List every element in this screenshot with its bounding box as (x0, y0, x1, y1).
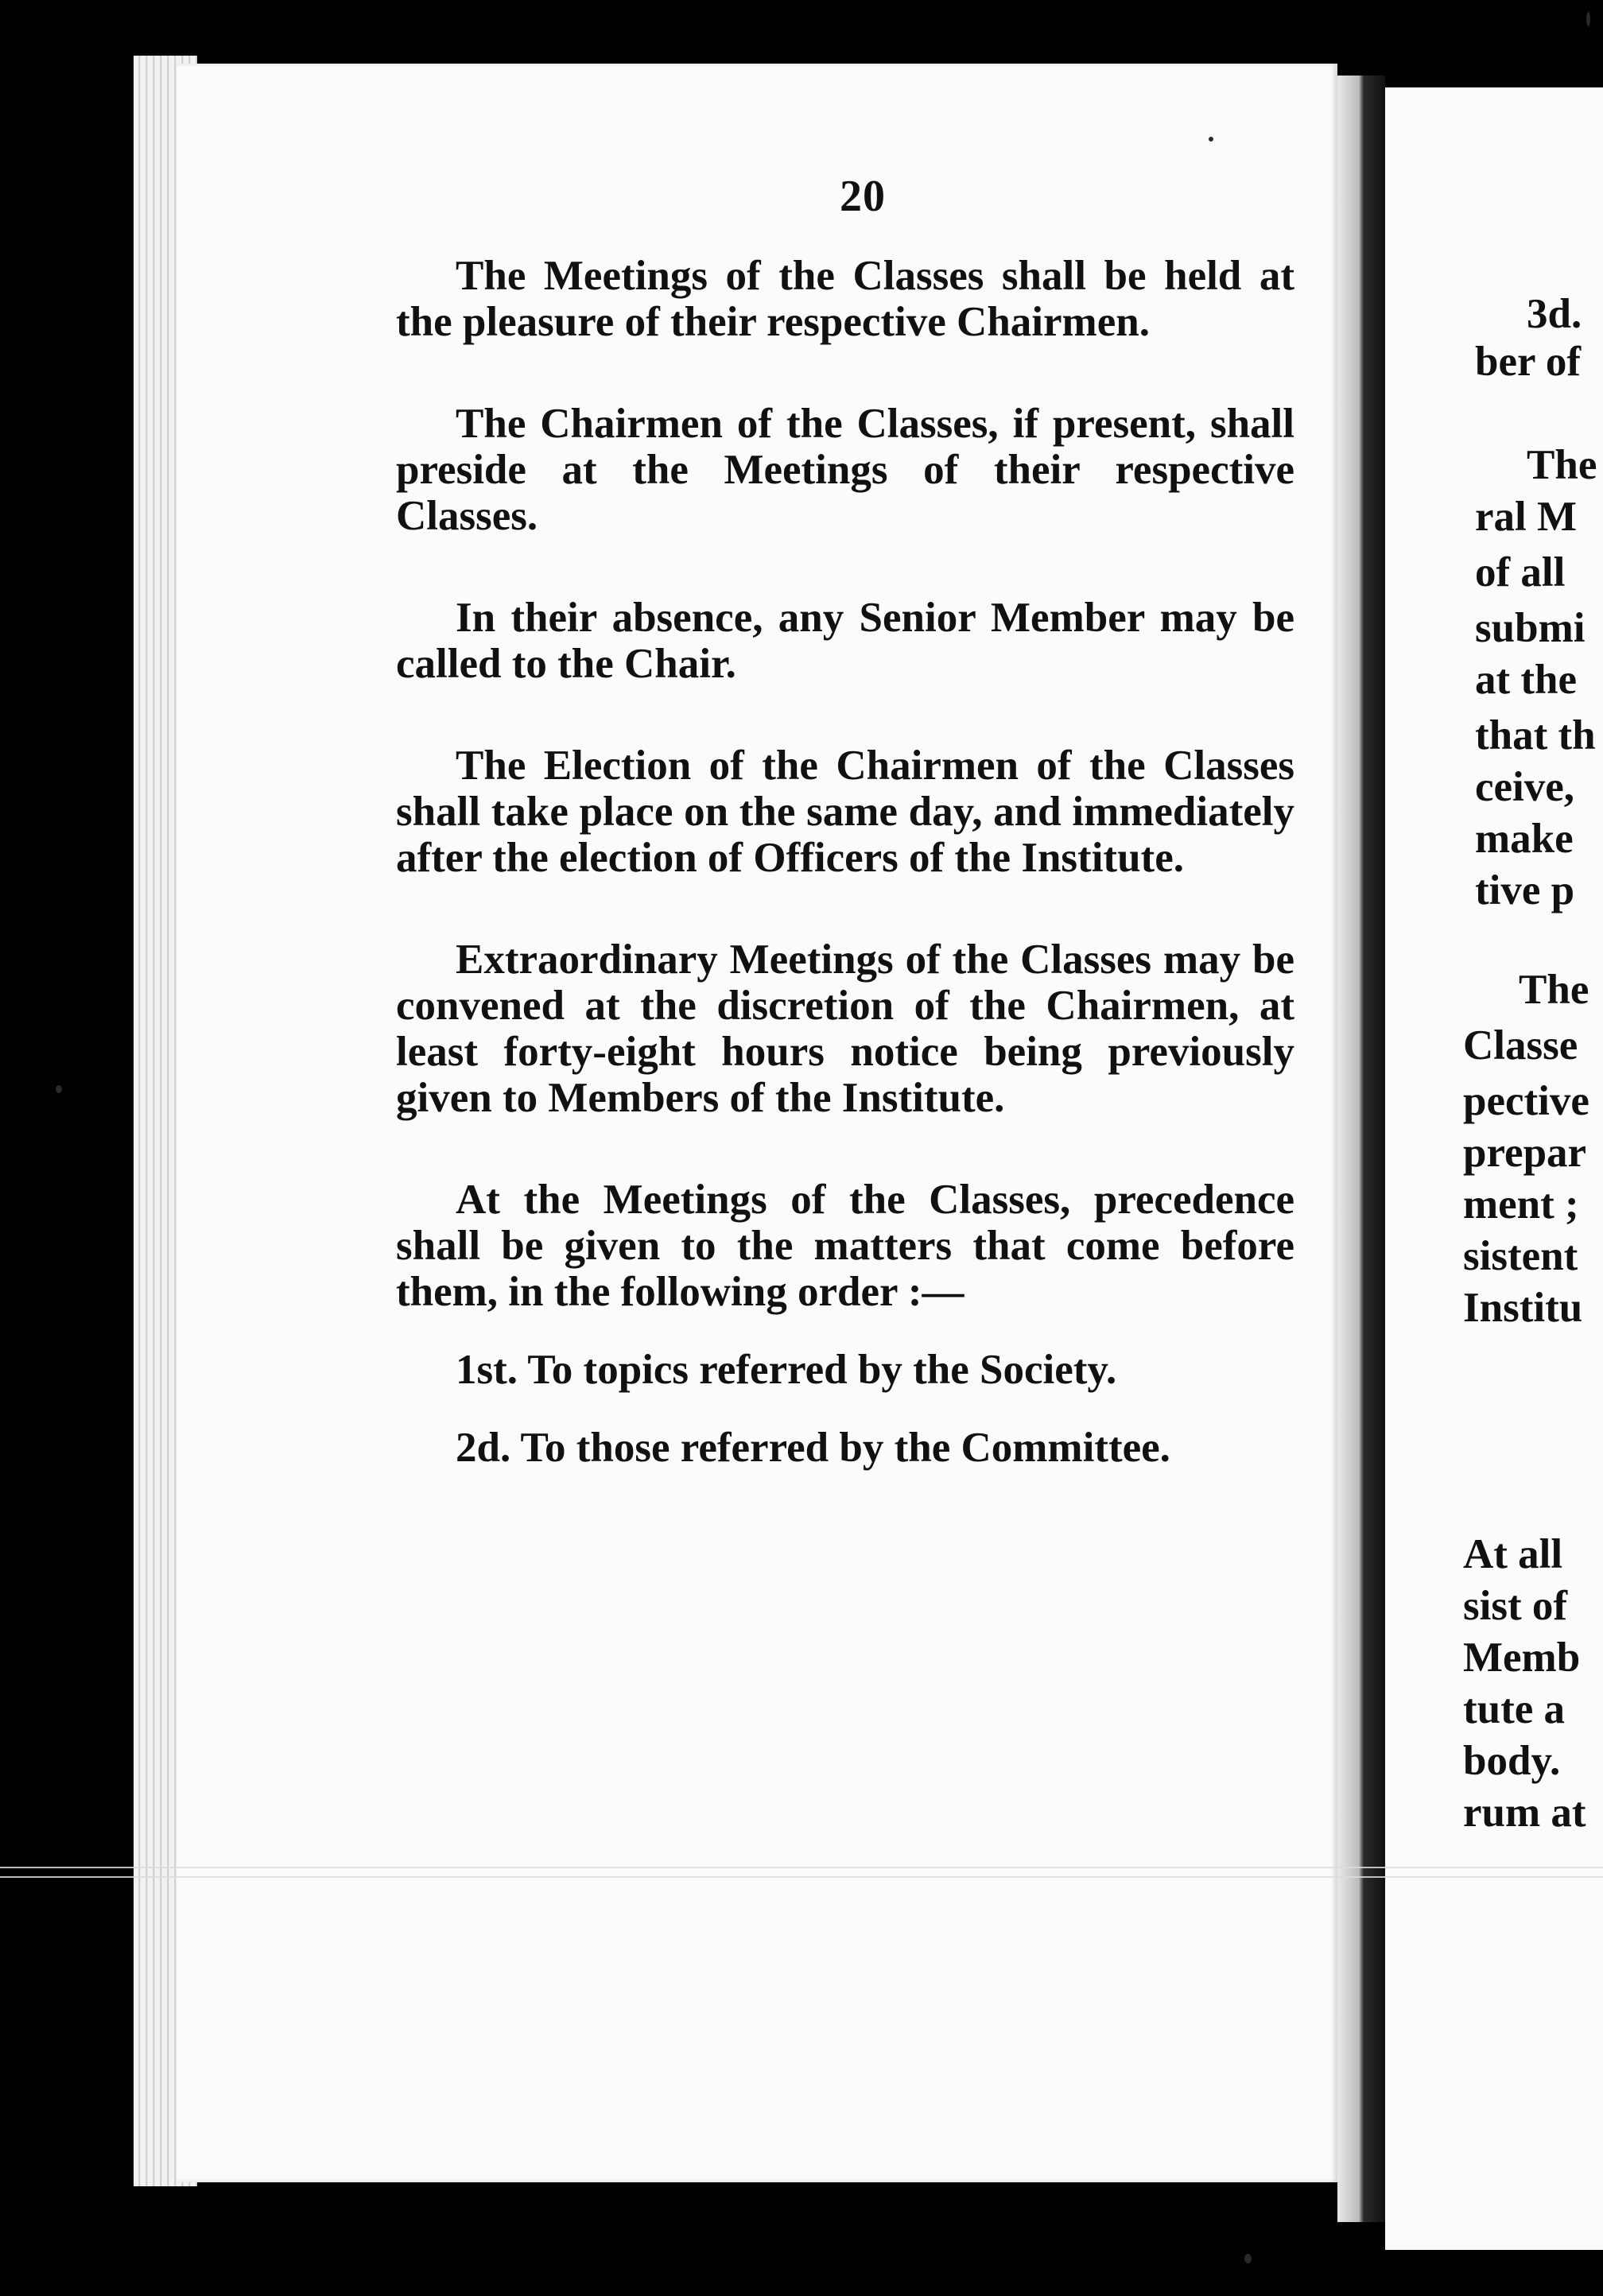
right-fragment: at the (1475, 657, 1578, 703)
right-fragment: Memb (1463, 1635, 1581, 1681)
right-fragment: tute a (1463, 1686, 1566, 1732)
right-fragment: sistent (1463, 1233, 1578, 1279)
right-fragment: that th (1475, 712, 1596, 758)
scan-artifact-line (0, 1867, 1603, 1868)
paragraph-text: 2d. To those referred by the Committee. (456, 1425, 1170, 1471)
paragraph-precedence (396, 1177, 1294, 1315)
scan-artifact-line (0, 1876, 1603, 1878)
paragraph-absence (396, 595, 1294, 687)
book-gutter (1337, 76, 1385, 2222)
right-fragment: tive p (1475, 867, 1575, 913)
right-fragment: pective (1463, 1078, 1589, 1124)
ink-speck (1209, 137, 1213, 142)
paragraph-text: The Chairmen of the Classes, if present, shall preside at the Meetings of their respective Classes. (396, 401, 1294, 539)
right-fragment: body. (1463, 1738, 1561, 1784)
right-fragment: The (1519, 967, 1589, 1013)
paragraph-text: The Election of the Chairmen of the Classes shall take place on the same day, and immediately after the election of Officers of the Institute. (396, 743, 1294, 881)
right-fragment: prepar (1463, 1130, 1587, 1176)
right-fragment: ment ; (1463, 1181, 1579, 1228)
paragraph-text: The Meetings of the Classes shall be held at the pleasure of their respective Chairmen. (396, 253, 1294, 345)
paragraph-meetings (396, 253, 1294, 345)
right-fragment: of all (1475, 549, 1566, 595)
right-fragment: The (1527, 442, 1597, 488)
right-fragment: ber of (1475, 339, 1581, 385)
paragraph-text: 1st. To topics referred by the Society. (456, 1347, 1117, 1393)
page-number: 20 (840, 172, 886, 221)
list-item-first (396, 1347, 1294, 1393)
left-page-text (396, 253, 1294, 1503)
paragraph-text: At the Meetings of the Classes, precedence shall be given to the matters that come before them, in the following order :— (396, 1177, 1294, 1315)
right-fragment: At all (1463, 1531, 1563, 1577)
paragraph-chairmen-preside (396, 401, 1294, 539)
ink-speck (1244, 2254, 1252, 2263)
right-fragment: 3d. (1527, 291, 1582, 337)
ink-speck (1586, 12, 1590, 26)
right-fragment: ceive, (1475, 764, 1575, 810)
right-fragment: make (1475, 816, 1574, 862)
ink-speck (56, 1085, 62, 1093)
right-fragment: Institu (1463, 1285, 1583, 1331)
paragraph-text: Extraordinary Meetings of the Classes may be convened at the discretion of the Chairmen, at least forty-eight hours notice being previously given to Members of the Institute. (396, 937, 1294, 1121)
right-fragment: Classe (1463, 1022, 1578, 1068)
paragraph-election (396, 743, 1294, 881)
list-item-second (396, 1425, 1294, 1471)
right-fragment: submi (1475, 605, 1586, 651)
right-fragment: sist of (1463, 1583, 1568, 1629)
right-fragment: ral M (1475, 494, 1578, 540)
right-fragment: rum at (1463, 1790, 1586, 1836)
paragraph-text: In their absence, any Senior Member may be called to the Chair. (396, 595, 1294, 687)
paragraph-extraordinary-meetings (396, 937, 1294, 1121)
